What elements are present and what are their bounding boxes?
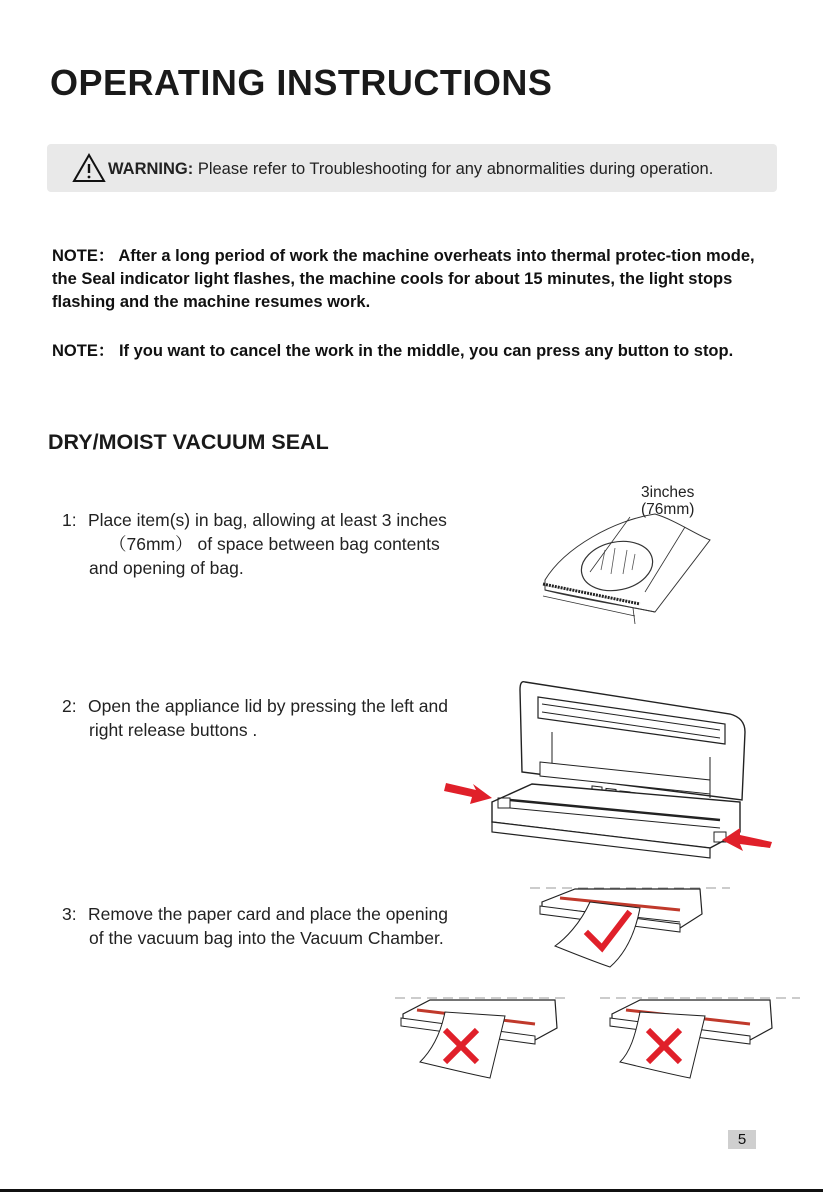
page-number: 5 [728,1130,756,1149]
bag-annotation-line1: 3inches [641,484,695,501]
correct-placement-illustration [530,884,735,969]
warning-label: WARNING: [108,160,194,178]
warning-text [108,160,713,179]
note-label: NOTE [52,247,98,265]
step-text-line: （76mm） of space between bag contents [109,534,440,554]
note-separator: ： [97,247,115,265]
incorrect-placement-illustration-right [600,992,805,1082]
note-label: NOTE [52,342,98,360]
incorrect-placement-illustration-left [395,992,570,1082]
step-number: 2: [62,696,77,716]
step-text-line: Remove the paper card and place the opening [88,904,448,924]
note-text: After a long period of work the machine overheats into thermal protec-tion mode, the Seal indicator light flashes, the machine cools for about 15 minutes, the light stops flashing and the machine resumes work. [52,247,755,311]
note-overheat [52,245,772,314]
bag-illustration [535,512,725,627]
step-3 [62,902,502,950]
step-number: 3: [62,904,77,924]
step-text-line: right release buttons . [89,720,258,740]
page-title: OPERATING INSTRUCTIONS [50,62,553,103]
note-cancel [52,340,772,363]
note-separator: ： [97,342,115,360]
appliance-open-illustration [440,672,780,862]
section-title: DRY/MOIST VACUUM SEAL [48,430,329,454]
step-2 [62,694,502,742]
warning-message: Please refer to Troubleshooting for any abnormalities during operation. [193,160,714,178]
step-number: 1: [62,510,77,530]
note-text: If you want to cancel the work in the middle, you can press any button to stop. [118,342,734,360]
step-text-line: Place item(s) in bag, allowing at least 3 inches [88,510,447,530]
step-text-line: of the vacuum bag into the Vacuum Chamber. [89,928,444,948]
step-text-line: Open the appliance lid by pressing the left and [88,696,448,716]
warning-triangle-icon [72,153,106,183]
step-1 [62,508,502,580]
bag-annotation-line2: (76mm) [641,501,695,518]
step-text-line: and opening of bag. [89,558,244,578]
